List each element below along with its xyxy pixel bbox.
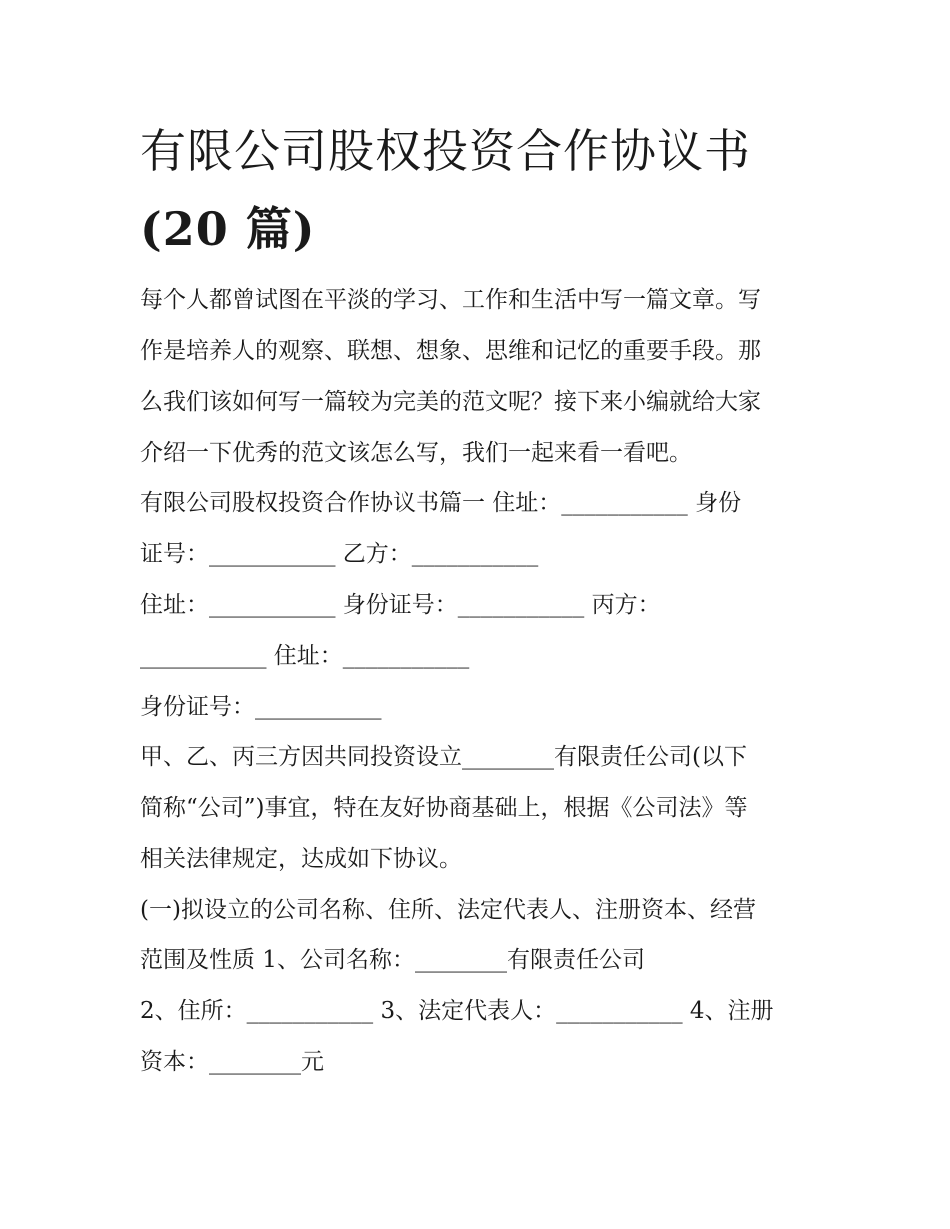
body-line-16: 资本：________元 [140, 1049, 324, 1075]
title-line-2: (20 篇) [140, 202, 316, 256]
title-line-1: 有限公司股权投资合作协议书 [140, 124, 751, 178]
body-line-2: 作是培养人的观察、联想、想象、思维和记忆的重要手段。那 [140, 338, 761, 364]
body-line-1: 每个人都曾试图在平淡的学习、工作和生活中写一篇文章。写 [140, 287, 761, 313]
body-line-7: 住址：___________ 身份证号：___________ 丙方： [140, 592, 661, 618]
body-line-13: (一)拟设立的公司名称、住所、法定代表人、注册资本、经营 [140, 897, 756, 923]
body-line-15: 2、住所：___________ 3、法定代表人：___________ 4、注册 [140, 998, 774, 1024]
body-line-4: 介绍一下优秀的范文该怎么写，我们一起来看一看吧。 [140, 440, 692, 466]
body-line-12: 相关法律规定，达成如下协议。 [140, 846, 462, 872]
body-line-8: ___________ 住址：___________ [140, 643, 470, 669]
document-title [140, 112, 840, 268]
body-line-14: 范围及性质 1、公司名称：________有限责任公司 [140, 947, 645, 973]
body-line-3: 么我们该如何写一篇较为完美的范文呢？接下来小编就给大家 [140, 389, 761, 415]
body-line-11: 简称“公司”)事宜，特在友好协商基础上，根据《公司法》等 [140, 795, 748, 821]
body-line-9: 身份证号：___________ [140, 694, 382, 720]
body-line-6: 证号：___________ 乙方：___________ [140, 541, 539, 567]
body-line-5: 有限公司股权投资合作协议书篇一 住址：___________ 身份 [140, 490, 742, 516]
body-line-10: 甲、乙、丙三方因共同投资设立________有限责任公司(以下 [140, 744, 747, 770]
